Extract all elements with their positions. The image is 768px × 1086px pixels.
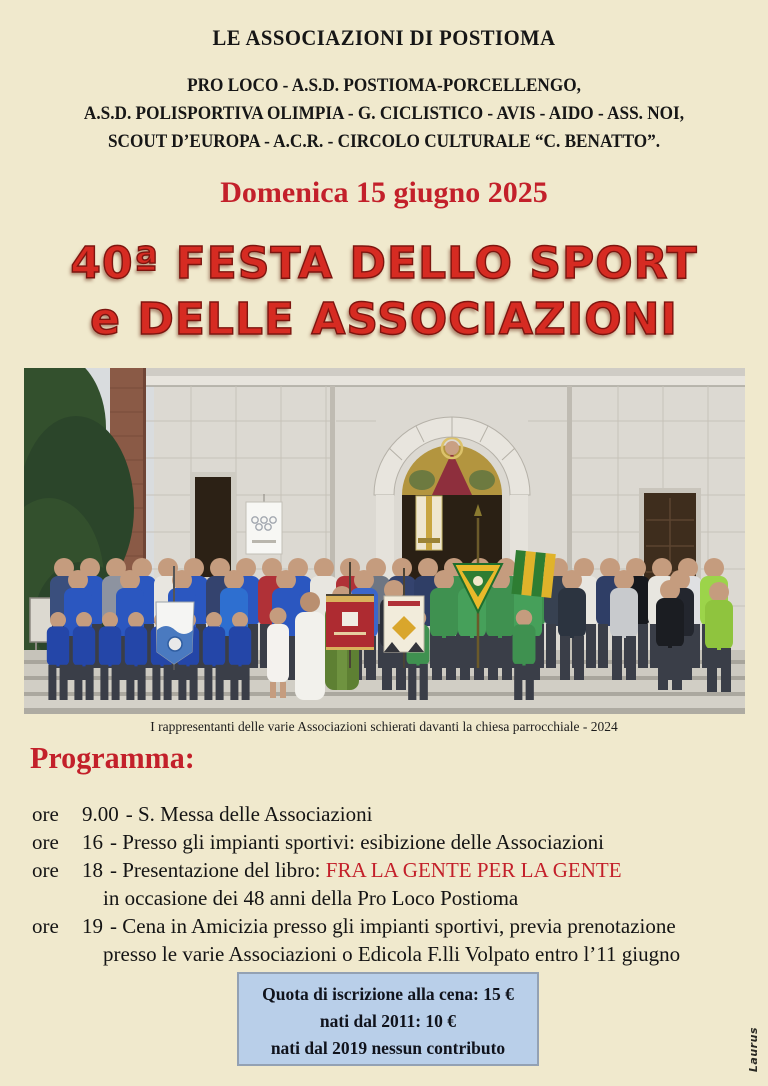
association-line: A.S.D. POLISPORTIVA OLIMPIA - G. CICLISTICO - AVIS - AIDO - ASS. NOI, xyxy=(83,104,685,124)
program-ore-label: ore xyxy=(32,914,59,938)
program-ore-label: ore xyxy=(32,830,59,854)
program-ore-label: ore xyxy=(32,802,59,826)
fee-line: nati dal 2019 nessun contributo xyxy=(270,1038,506,1058)
program-book-title: FRA LA GENTE PER LA GENTE xyxy=(325,858,622,882)
associations-list xyxy=(0,72,768,156)
program-row xyxy=(0,800,768,828)
coni-wall-banner xyxy=(246,494,282,554)
program-row-continuation xyxy=(0,884,768,912)
photo-caption: I rappresentanti delle varie Associazioni schierati davanti la chiesa parrocchiale - 2024 xyxy=(150,719,618,734)
program-row xyxy=(0,856,768,884)
event-title-line2: e DELLE ASSOCIAZIONI xyxy=(90,294,678,345)
program-time: 18 xyxy=(82,858,103,882)
organizer-title: LE ASSOCIAZIONI DI POSTIOMA xyxy=(212,25,556,50)
association-line: PRO LOCO - A.S.D. POSTIOMA-PORCELLENGO, xyxy=(187,76,581,96)
program-text: - Cena in Amicizia presso gli impianti sportivi, previa prenotazione xyxy=(110,914,676,938)
fee-line: Quota di iscrizione alla cena: 15 € xyxy=(262,984,514,1004)
event-photo-illustration xyxy=(24,368,745,714)
program-row xyxy=(0,828,768,856)
printer-watermark: Laurus xyxy=(747,1026,760,1072)
program-time: 9.00 xyxy=(82,802,119,826)
doorway-banner xyxy=(416,496,442,550)
program-text: - Presentazione del libro: xyxy=(110,858,326,882)
event-title xyxy=(0,236,768,348)
facade-cornice xyxy=(146,368,745,386)
association-line: SCOUT D’EUROPA - A.C.R. - CIRCOLO CULTURALE “C. BENATTO”. xyxy=(107,132,661,152)
program-text: - Presso gli impianti sportivi: esibizione delle Associazioni xyxy=(110,830,605,854)
program-ore-label: ore xyxy=(32,858,59,882)
event-photo xyxy=(24,368,745,714)
program-row xyxy=(0,912,768,940)
event-title-line1: 40ª FESTA DELLO SPORT xyxy=(70,238,698,289)
program-time: 16 xyxy=(82,830,103,854)
program-text: presso le varie Associazioni o Edicola F.lli Volpato entro l’11 giugno xyxy=(103,942,681,966)
program-text: - S. Messa delle Associazioni xyxy=(125,802,373,826)
striped-club-flag xyxy=(511,550,555,598)
program-text: in occasione dei 48 anni della Pro Loco Postioma xyxy=(103,886,519,910)
fee-line: nati dal 2011: 10 € xyxy=(319,1011,457,1031)
program-heading: Programma: xyxy=(30,740,195,775)
fee-box xyxy=(237,972,539,1066)
program-time: 19 xyxy=(82,914,103,938)
program-row-continuation xyxy=(0,940,768,968)
program-list xyxy=(0,800,768,968)
event-date: Domenica 15 giugno 2025 xyxy=(220,176,548,209)
